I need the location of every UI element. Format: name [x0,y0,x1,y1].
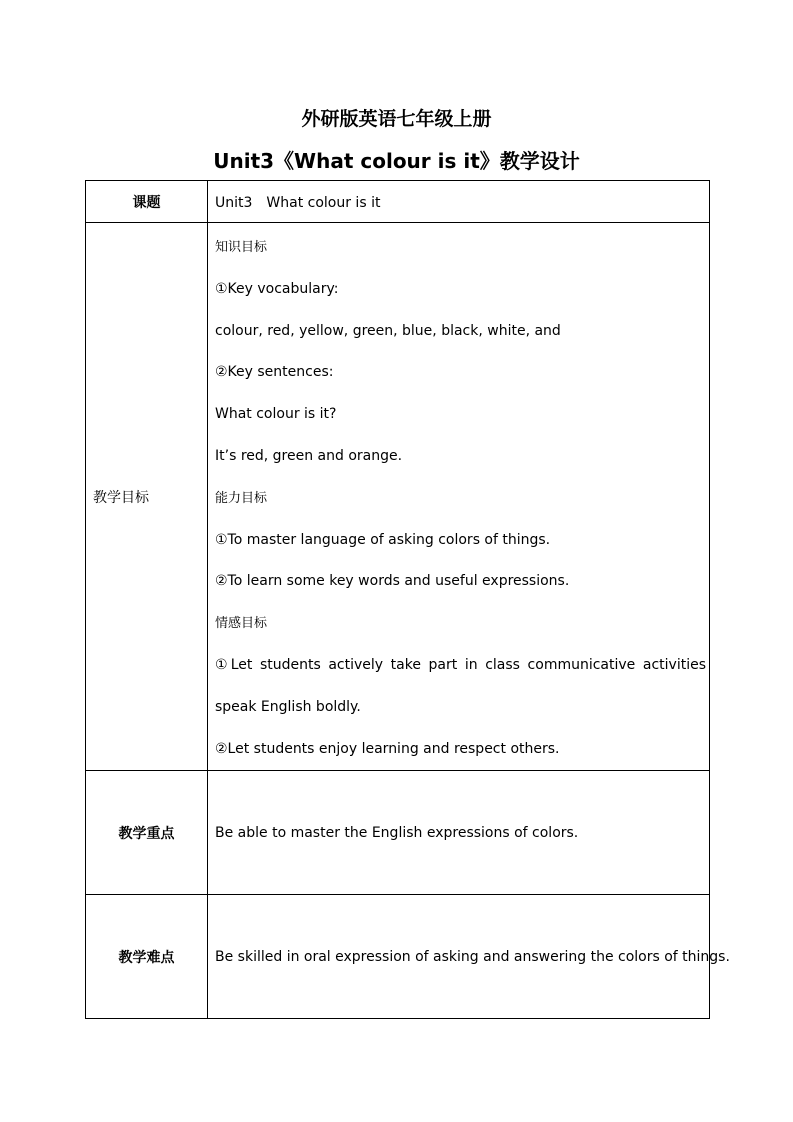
table-row-goals [86,223,710,771]
emotion-goal-item: speak English boldly. [215,698,361,715]
knowledge-goal-item: What colour is it? [215,406,337,423]
knowledge-goal-item: ②Key sentences: [215,364,334,381]
emotion-goal-item: ①Let students actively take part in class communicative activities [215,656,706,673]
document-subtitle: Unit3《What colour is it》教学设计 [213,149,580,173]
knowledge-goal-item: ①Key vocabulary: [215,280,339,297]
knowledge-goal-item: It’s red, green and orange. [215,447,403,464]
emotion-goal-item: ②Let students enjoy learning and respect others. [215,740,560,757]
goals-content [208,223,710,771]
document-title: 外研版英语七年级上册 [301,108,492,130]
knowledge-goal-item: colour, red, yellow, green, blue, black, white, and [215,322,561,339]
knowledge-goal-heading: 知识目标 [215,240,268,255]
table-row-difficulties [86,895,710,1019]
table-row-key-points [86,771,710,895]
key-points-label: 教学重点 [86,771,208,895]
ability-goal-item: ①To master language of asking colors of things. [215,531,551,548]
key-points-value: Be able to master the English expressions of colors. [208,771,710,895]
lesson-plan-table [85,180,730,1019]
emotion-goal-heading: 情感目标 [215,616,268,632]
difficulties-label: 教学难点 [86,895,208,1019]
goals-label: 教学目标 [86,223,208,771]
topic-label: 课题 [86,181,208,223]
ability-goal-heading: 能力目标 [215,490,268,506]
difficulties-value: Be skilled in oral expression of asking and answering the colors of things. [208,895,710,1019]
ability-goal-item: ②To learn some key words and useful expressions. [215,573,570,590]
topic-value: Unit3 What colour is it [208,181,710,223]
table-row-topic [86,181,710,223]
